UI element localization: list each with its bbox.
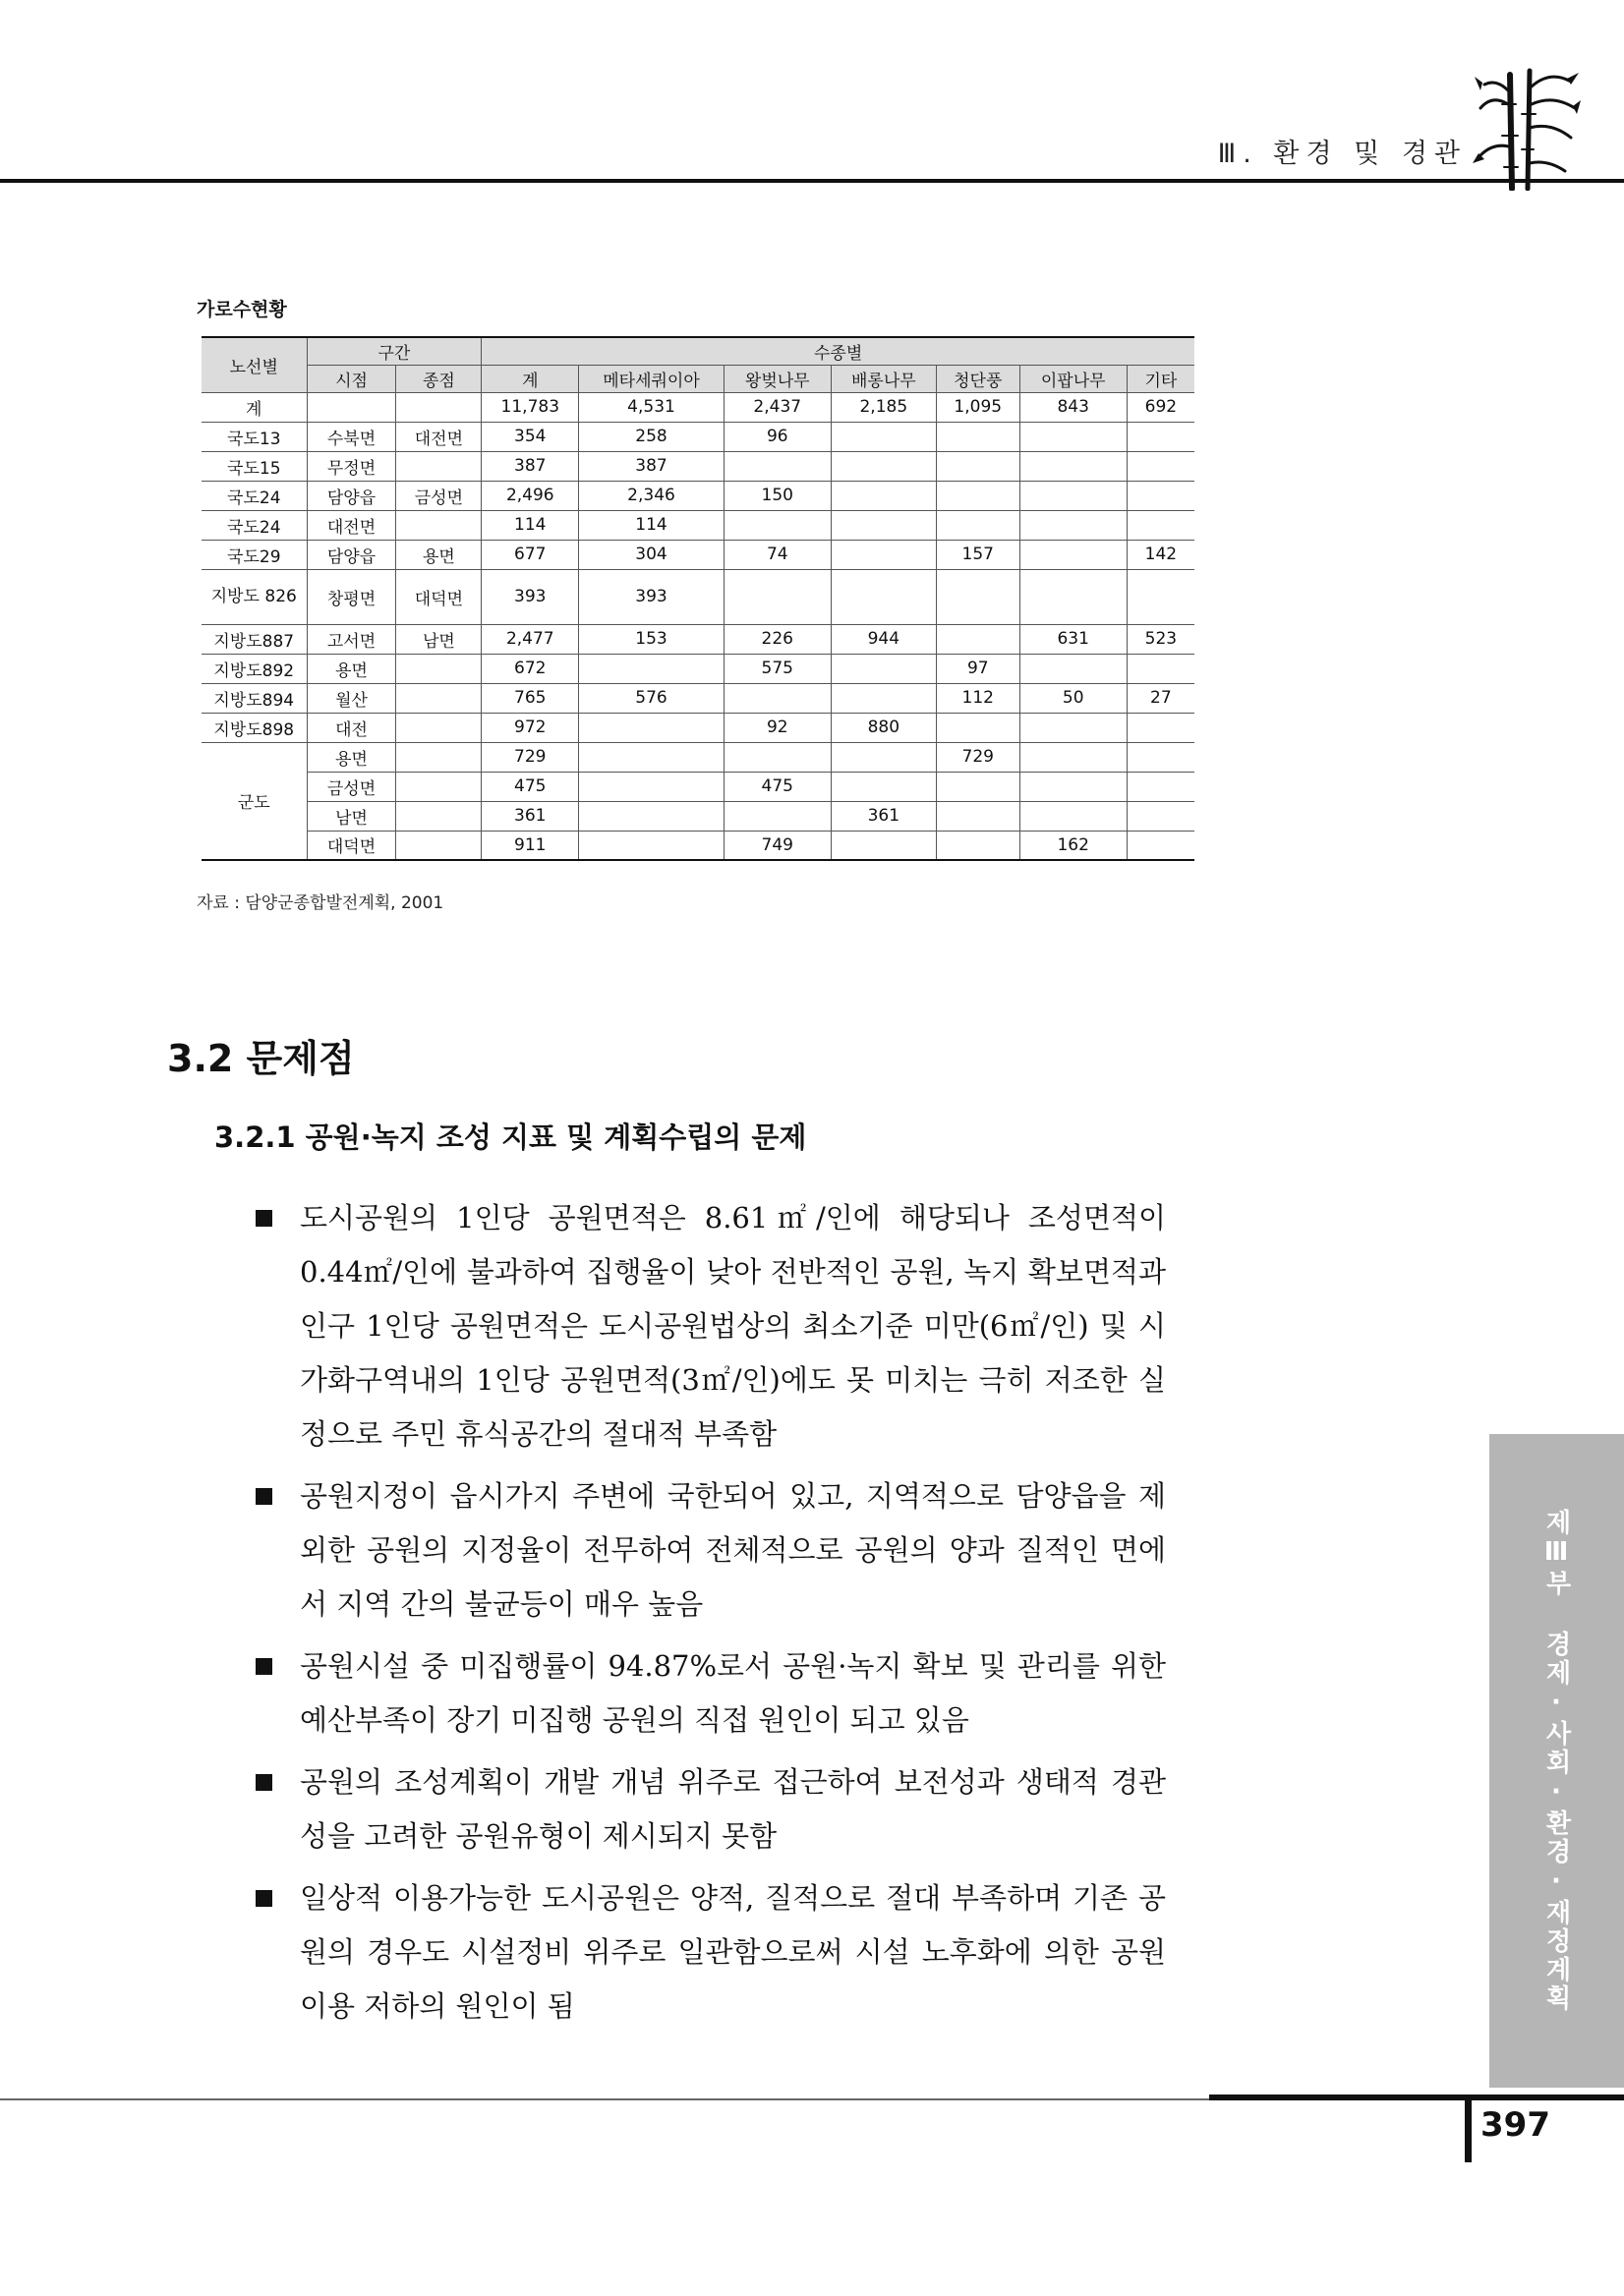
footer-rule-thick [1209,2095,1624,2100]
square-bullet-icon [256,1774,272,1791]
table-row-total [202,392,1194,422]
table-cell [724,742,831,772]
table-cell: 114 [579,510,724,540]
table-cell [936,510,1019,540]
table-cell [1019,451,1127,481]
table-cell [724,801,831,831]
table-cell [831,772,936,801]
table-cell [1127,713,1194,742]
table-cell: 258 [579,422,724,451]
col-header-species: 수종별 [482,337,1194,365]
table-cell [831,510,936,540]
table-cell: 계 [202,392,307,422]
table-cell [936,831,1019,860]
table-cell: 361 [831,801,936,831]
table-cell [579,654,724,683]
table-cell: 지방도898 [202,713,307,742]
table-cell [936,481,1019,510]
table-cell: 국도24 [202,481,307,510]
table-row [202,742,1194,772]
table-cell [396,742,482,772]
col-header: 종점 [396,365,482,392]
table-cell [936,772,1019,801]
table-cell: 50 [1019,683,1127,713]
table-cell [396,801,482,831]
table-cell: 361 [482,801,579,831]
table-cell: 114 [482,510,579,540]
col-header: 기타 [1127,365,1194,392]
table-cell: 2,185 [831,392,936,422]
table-cell [936,422,1019,451]
table-cell: 남면 [307,801,396,831]
table-cell: 국도24 [202,510,307,540]
table-cell: 담양읍 [307,481,396,510]
table-cell: 226 [724,624,831,654]
table-cell: 4,531 [579,392,724,422]
table-cell [831,422,936,451]
table-cell: 대전면 [396,422,482,451]
table-cell: 11,783 [482,392,579,422]
table-cell: 576 [579,683,724,713]
table-cell: 2,346 [579,481,724,510]
table-cell: 112 [936,683,1019,713]
side-tab-label: 제Ⅲ부 경제·사회·환경·재정계획 [1541,1509,1571,2013]
table-cell [724,451,831,481]
table-caption: 가로수현황 [197,299,287,320]
square-bullet-icon [256,1890,272,1907]
table-cell [1019,569,1127,624]
table-row [202,831,1194,860]
table-row [202,654,1194,683]
table-cell [831,451,936,481]
square-bullet-icon [256,1210,272,1227]
table-row [202,801,1194,831]
table-cell [396,392,482,422]
table-cell: 765 [482,683,579,713]
table-cell: 692 [1127,392,1194,422]
table-cell: 677 [482,540,579,569]
table-cell: 2,437 [724,392,831,422]
source-note: 자료 : 담양군종합발전계획, 2001 [197,893,444,913]
bamboo-icon [1473,65,1581,191]
table-cell [831,654,936,683]
table-cell: 금성면 [396,481,482,510]
col-header: 청단풍 [936,365,1019,392]
table-cell: 880 [831,713,936,742]
table-cell: 153 [579,624,724,654]
table-cell [936,451,1019,481]
table-cell [396,654,482,683]
table-cell [724,683,831,713]
col-header: 시점 [307,365,396,392]
table-cell [1019,742,1127,772]
table-cell [936,624,1019,654]
table-cell [1127,772,1194,801]
table-cell: 용면 [307,742,396,772]
bullet-item [254,1871,1166,2034]
table-row [202,683,1194,713]
table-row [202,624,1194,654]
header-rule [0,179,1624,183]
table-cell: 393 [579,569,724,624]
table-cell [831,481,936,510]
table-cell [579,772,724,801]
table-cell: 631 [1019,624,1127,654]
table-cell: 용면 [307,654,396,683]
table-cell [1127,742,1194,772]
table-cell [1127,451,1194,481]
table-cell [1019,654,1127,683]
table-cell: 국도13 [202,422,307,451]
table-cell: 지방도892 [202,654,307,683]
table-cell: 창평면 [307,569,396,624]
side-tab [1489,1434,1624,2088]
table-row [202,422,1194,451]
table-cell: 729 [936,742,1019,772]
bullet-item [254,1639,1166,1748]
col-header: 왕벚나무 [724,365,831,392]
bullet-text: 도시공원의 1인당 공원면적은 8.61㎡/인에 해당되나 조성면적이 0.44㎡/인에 불과하여 집행율이 낮아 전반적인 공원, 녹지 확보면적과 인구 1인당 공원면적은 도시공원법상의 최소기준 미만(6㎡/인) 및 시가화구역내의 1인당 공원면적(3㎡/인)에도 못 미치는 극히 저조한 실정으로 주민 휴식공간의 절대적 부족함 [300,1201,1166,1451]
table-cell: 월산 [307,683,396,713]
table-cell [1019,772,1127,801]
chapter-title: Ⅲ. 환경 및 경관 [1217,139,1467,169]
table-cell [579,831,724,860]
table-row [202,772,1194,801]
table-cell: 150 [724,481,831,510]
bullet-text: 공원시설 중 미집행률이 94.87%로서 공원·녹지 확보 및 관리를 위한 예산부족이 장기 미집행 공원의 직접 원인이 되고 있음 [300,1649,1166,1737]
bullet-text: 공원지정이 읍시가지 주변에 국한되어 있고, 지역적으로 담양읍을 제외한 공원의 지정율이 전무하여 전체적으로 공원의 양과 질적인 면에서 지역 간의 불균등이 매우 높음 [300,1479,1166,1621]
table-cell: 672 [482,654,579,683]
table-cell: 국도29 [202,540,307,569]
table-cell [1019,422,1127,451]
footer-rule [0,2098,1209,2100]
table-cell [1127,831,1194,860]
table-cell: 국도15 [202,451,307,481]
table-cell [936,713,1019,742]
col-header: 배롱나무 [831,365,936,392]
table-cell: 1,095 [936,392,1019,422]
table-cell: 74 [724,540,831,569]
table-cell [831,569,936,624]
table-cell: 157 [936,540,1019,569]
bullet-item [254,1191,1166,1462]
table-cell [724,510,831,540]
table-cell: 387 [482,451,579,481]
table-cell [396,510,482,540]
table-row [202,540,1194,569]
bullet-text: 공원의 조성계획이 개발 개념 위주로 접근하여 보전성과 생태적 경관성을 고려한 공원유형이 제시되지 못함 [300,1765,1166,1853]
table-row [202,569,1194,624]
table-cell [579,801,724,831]
table-cell [396,831,482,860]
table-cell: 2,496 [482,481,579,510]
table-cell: 무정면 [307,451,396,481]
table-cell: 지방도887 [202,624,307,654]
table-cell [1019,481,1127,510]
table-cell [1127,422,1194,451]
bullet-text: 일상적 이용가능한 도시공원은 양적, 질적으로 절대 부족하며 기존 공원의 경우도 시설정비 위주로 일관함으로써 시설 노후화에 의한 공원이용 저하의 원인이 됨 [300,1881,1166,2023]
table-cell: 96 [724,422,831,451]
table-cell: 944 [831,624,936,654]
table-cell: 729 [482,742,579,772]
table-cell: 475 [482,772,579,801]
table-cell: 575 [724,654,831,683]
table-cell: 142 [1127,540,1194,569]
table-cell [1127,569,1194,624]
table-cell: 354 [482,422,579,451]
page-number: 397 [1480,2105,1550,2145]
bullet-item [254,1755,1166,1864]
table-cell [396,683,482,713]
table-cell: 용면 [396,540,482,569]
table-cell [396,713,482,742]
table-cell: 대전 [307,713,396,742]
table-cell [1127,801,1194,831]
col-header: 계 [482,365,579,392]
table-cell [724,569,831,624]
table-cell: 대덕면 [396,569,482,624]
table-cell: 393 [482,569,579,624]
table-cell [1019,713,1127,742]
square-bullet-icon [256,1488,272,1505]
table-cell [936,569,1019,624]
table-cell [1019,801,1127,831]
table-cell: 843 [1019,392,1127,422]
bullet-list [254,1191,1166,2041]
table-cell: 523 [1127,624,1194,654]
table-cell: 대덕면 [307,831,396,860]
table-cell [1127,654,1194,683]
table-row [202,451,1194,481]
table-cell [579,742,724,772]
col-header: 메타세쿼이아 [579,365,724,392]
table-cell: 대전면 [307,510,396,540]
table-cell: 남면 [396,624,482,654]
col-header: 이팝나무 [1019,365,1127,392]
subsection-title: 3.2.1 공원·녹지 조성 지표 및 계획수립의 문제 [214,1120,807,1154]
table-cell [936,801,1019,831]
table-cell: 911 [482,831,579,860]
table-cell [1127,481,1194,510]
bullet-item [254,1469,1166,1632]
table-cell [831,540,936,569]
table-cell: 27 [1127,683,1194,713]
table-cell: 92 [724,713,831,742]
table-cell: 387 [579,451,724,481]
table-cell: 97 [936,654,1019,683]
table-cell: 2,477 [482,624,579,654]
col-header-section: 구간 [307,337,482,365]
table-cell [831,683,936,713]
table-cell: 972 [482,713,579,742]
table-cell [396,772,482,801]
table-cell: 지방도894 [202,683,307,713]
section-title: 3.2 문제점 [167,1037,355,1080]
table-cell [396,451,482,481]
table-cell [1019,510,1127,540]
table-cell-gundo: 군도 [202,742,307,860]
table-cell [831,742,936,772]
table-cell: 담양읍 [307,540,396,569]
table-cell [579,713,724,742]
table-row [202,713,1194,742]
street-tree-table [202,336,1194,861]
table-cell [831,831,936,860]
table-cell: 지방도 826 [202,569,307,624]
table-cell: 금성면 [307,772,396,801]
col-header-route: 노선별 [202,337,307,392]
table-cell: 475 [724,772,831,801]
table-cell [1019,540,1127,569]
table-cell [307,392,396,422]
table-row [202,510,1194,540]
table-cell [1127,510,1194,540]
table-cell: 304 [579,540,724,569]
table-row [202,481,1194,510]
square-bullet-icon [256,1658,272,1675]
table-cell: 162 [1019,831,1127,860]
page-number-bar [1465,2100,1472,2162]
table-cell: 749 [724,831,831,860]
table-cell: 수북면 [307,422,396,451]
table-cell: 고서면 [307,624,396,654]
